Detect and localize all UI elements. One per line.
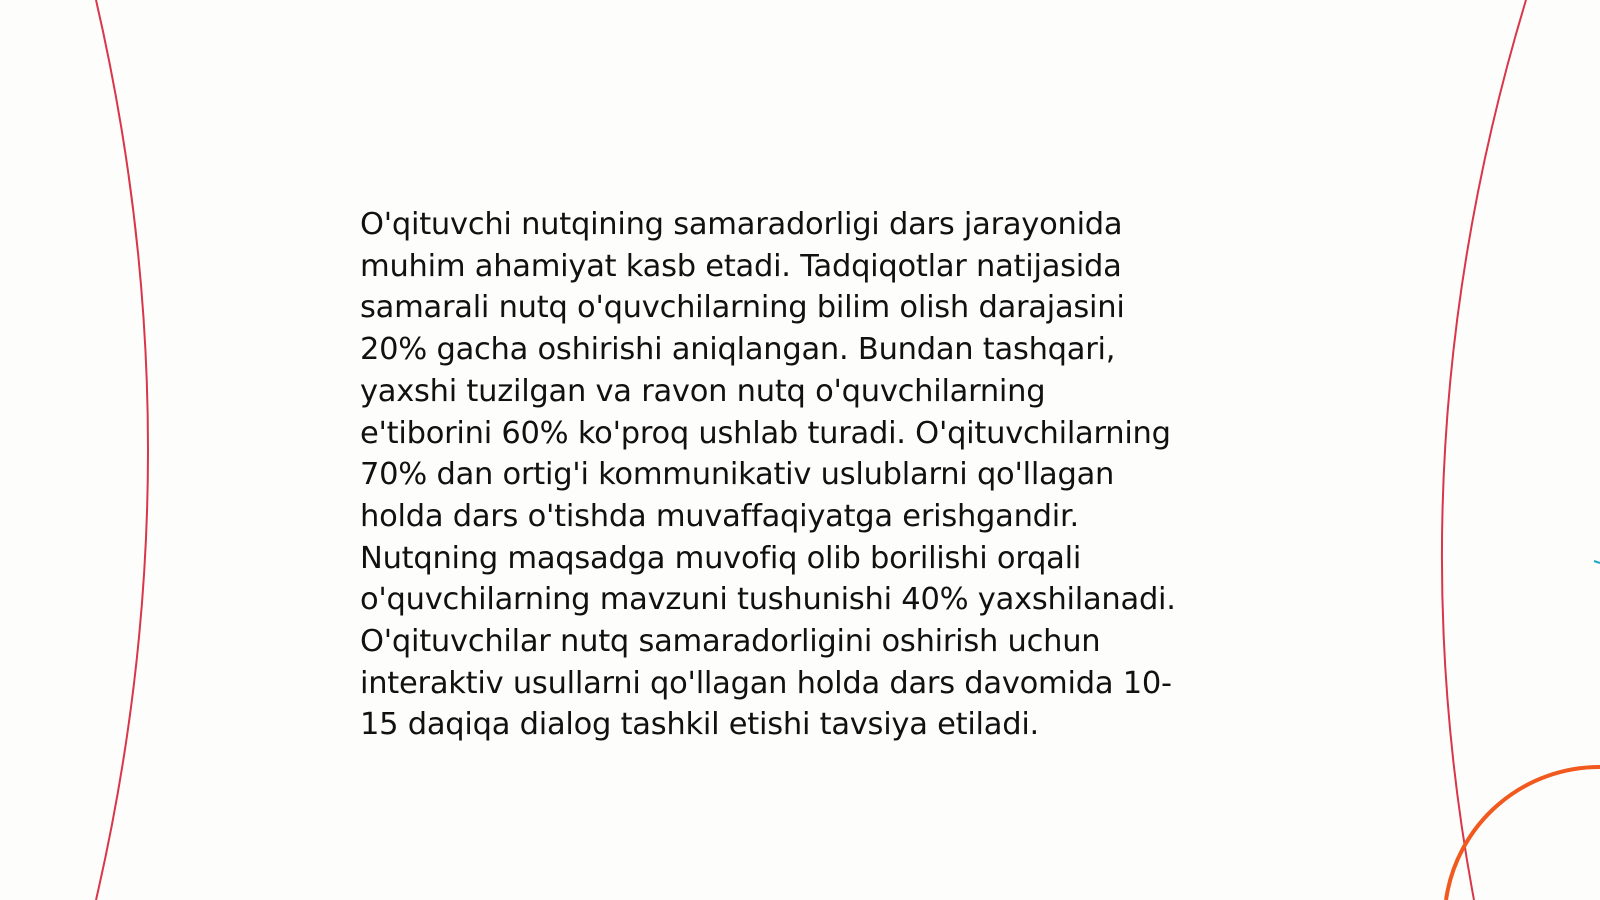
left-curve-line: [96, 0, 148, 900]
paragraph-line: yaxshi tuzilgan va ravon nutq o'quvchilarning: [360, 373, 1046, 409]
paragraph-line: muhim ahamiyat kasb etadi. Tadqiqotlar natijasida: [360, 248, 1122, 284]
paragraph-line: 20% gacha oshirishi aniqlangan. Bundan tashqari,: [360, 332, 1116, 368]
paragraph-line: O'qituvchi nutqining samaradorligi dars jarayonida: [360, 207, 1123, 242]
paragraph-line: 15 daqiqa dialog tashkil etishi tavsiya etiladi.: [360, 707, 1040, 743]
paragraph-line: e'tiborini 60% ko'proq ushlab turadi. O'qituvchilarning: [360, 415, 1171, 451]
paragraph-line: 70% dan ortig'i kommunikativ uslublarni qo'llagan: [360, 457, 1115, 493]
paragraph-line: O'qituvchilar nutq samaradorligini oshirish uchun: [360, 624, 1101, 660]
right-curve-line: [1442, 0, 1526, 900]
paragraph-line: interaktiv usullarni qo'llagan holda dars davomida 10-: [360, 665, 1172, 701]
teal-mark: [1594, 561, 1600, 563]
orange-arc: [1446, 767, 1600, 900]
body-paragraph: [360, 204, 1260, 746]
paragraph-line: samarali nutq o'quvchilarning bilim olish darajasini: [360, 290, 1125, 326]
paragraph-line: holda dars o'tishda muvaffaqiyatga erishgandir.: [360, 498, 1079, 534]
paragraph-line: Nutqning maqsadga muvofiq olib borilishi orqali: [360, 540, 1082, 576]
paragraph-line: o'quvchilarning mavzuni tushunishi 40% yaxshilanadi.: [360, 582, 1176, 618]
